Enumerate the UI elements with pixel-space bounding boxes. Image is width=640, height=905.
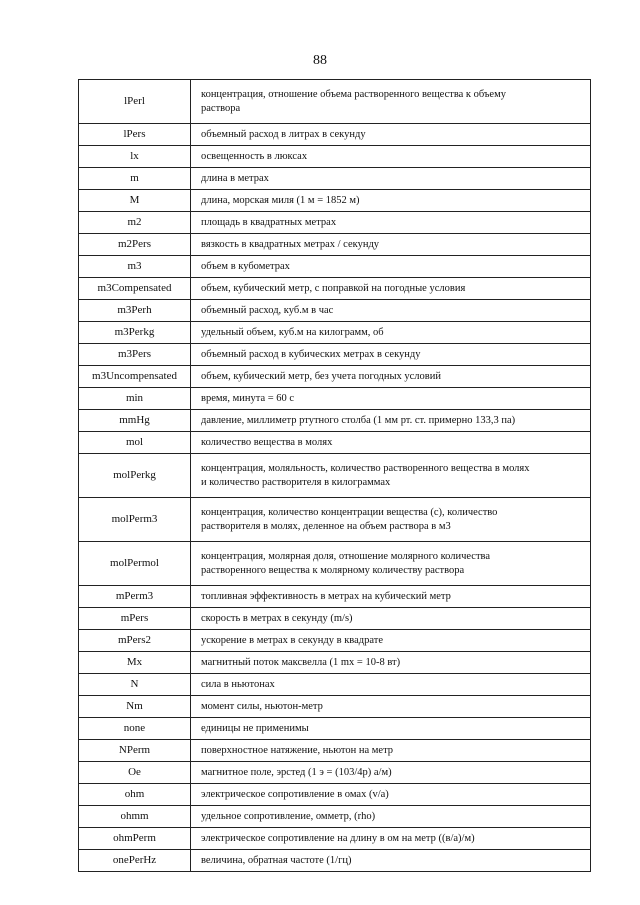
- unit-description-line: количество вещества в молях: [201, 436, 333, 448]
- unit-description-line: раствора: [201, 102, 241, 114]
- page-number: 88: [313, 53, 327, 68]
- unit-description-line: сила в ньютонах: [201, 678, 275, 690]
- table-row: [79, 322, 591, 344]
- unit-description-line: растворителя в молях, деленное на объем раствора в м3: [201, 520, 451, 532]
- unit-code-cell: onePerHz: [79, 850, 191, 872]
- unit-description-line: величина, обратная частоте (1/гц): [201, 854, 352, 866]
- unit-description-line: длина в метрах: [201, 172, 269, 184]
- unit-description-cell: [191, 168, 591, 190]
- unit-description-cell: [191, 586, 591, 608]
- unit-description-line: вязкость в квадратных метрах / секунду: [201, 238, 380, 250]
- unit-description-line: удельное сопротивление, омметр, (rho): [201, 810, 376, 822]
- units-table-body: [79, 80, 591, 872]
- unit-code-cell: m3: [79, 256, 191, 278]
- unit-description-line: растворенного вещества к молярному количеству раствора: [201, 564, 465, 576]
- unit-description-cell: [191, 630, 591, 652]
- table-row: [79, 784, 591, 806]
- unit-description-cell: [191, 454, 591, 498]
- unit-description-line: освещенность в люксах: [201, 150, 308, 162]
- unit-description-line: удельный объем, куб.м на килограмм, об: [201, 326, 384, 338]
- unit-description-cell: [191, 344, 591, 366]
- table-row: [79, 674, 591, 696]
- table-row: [79, 124, 591, 146]
- unit-code-cell: mPers: [79, 608, 191, 630]
- unit-description-cell: [191, 850, 591, 872]
- table-row: [79, 212, 591, 234]
- unit-code-cell: mol: [79, 432, 191, 454]
- table-row: [79, 762, 591, 784]
- table-row: [79, 608, 591, 630]
- table-row: [79, 498, 591, 542]
- unit-code-cell: Nm: [79, 696, 191, 718]
- table-row: [79, 828, 591, 850]
- unit-description-cell: [191, 784, 591, 806]
- unit-description-cell: [191, 498, 591, 542]
- unit-code-cell: min: [79, 388, 191, 410]
- unit-description-line: давление, миллиметр ртутного столба (1 мм рт. ст. примерно 133,3 па): [201, 414, 516, 426]
- unit-description-line: объемный расход в кубических метрах в секунду: [201, 348, 421, 360]
- unit-code-cell: ohm: [79, 784, 191, 806]
- unit-description-line: ускорение в метрах в секунду в квадрате: [201, 634, 384, 646]
- unit-description-line: топливная эффективность в метрах на кубический метр: [201, 590, 451, 602]
- unit-description-line: время, минута = 60 с: [201, 392, 295, 404]
- unit-description-line: концентрация, количество концентрации вещества (с), количество: [201, 507, 498, 519]
- unit-code-cell: molPerm3: [79, 498, 191, 542]
- unit-code-cell: lPerl: [79, 80, 191, 124]
- unit-code-cell: mPers2: [79, 630, 191, 652]
- table-row: [79, 168, 591, 190]
- unit-description-line: объем, кубический метр, с поправкой на погодные условия: [201, 282, 466, 294]
- table-row: [79, 190, 591, 212]
- table-row: [79, 80, 591, 124]
- unit-description-cell: [191, 212, 591, 234]
- unit-description-line: единицы не применимы: [201, 722, 309, 734]
- unit-code-cell: N: [79, 674, 191, 696]
- table-row: [79, 542, 591, 586]
- unit-code-cell: Oe: [79, 762, 191, 784]
- table-row: [79, 696, 591, 718]
- unit-description-cell: [191, 234, 591, 256]
- table-row: [79, 278, 591, 300]
- unit-code-cell: m3Pers: [79, 344, 191, 366]
- unit-code-cell: NPerm: [79, 740, 191, 762]
- unit-code-cell: mPerm3: [79, 586, 191, 608]
- unit-description-cell: [191, 388, 591, 410]
- unit-description-cell: [191, 410, 591, 432]
- unit-description-line: поверхностное натяжение, ньютон на метр: [201, 744, 394, 756]
- unit-description-line: концентрация, моляльность, количество растворенного вещества в молях: [201, 463, 530, 475]
- unit-description-cell: [191, 190, 591, 212]
- table-row: [79, 718, 591, 740]
- unit-description-cell: [191, 322, 591, 344]
- unit-description-line: объемный расход в литрах в секунду: [201, 128, 366, 140]
- unit-description-cell: [191, 652, 591, 674]
- unit-code-cell: none: [79, 718, 191, 740]
- units-table: [78, 79, 591, 872]
- unit-description-cell: [191, 146, 591, 168]
- unit-description-cell: [191, 278, 591, 300]
- unit-code-cell: m3Uncompensated: [79, 366, 191, 388]
- unit-description-cell: [191, 432, 591, 454]
- table-row: [79, 146, 591, 168]
- unit-description-line: концентрация, молярная доля, отношение молярного количества: [201, 551, 491, 563]
- table-row: [79, 344, 591, 366]
- table-row: [79, 630, 591, 652]
- unit-description-cell: [191, 674, 591, 696]
- unit-description-cell: [191, 366, 591, 388]
- unit-description-line: объем в кубометрах: [201, 260, 290, 272]
- unit-description-cell: [191, 300, 591, 322]
- unit-description-cell: [191, 124, 591, 146]
- unit-description-line: и количество растворителя в килограммах: [201, 476, 391, 488]
- table-row: [79, 234, 591, 256]
- table-row: [79, 454, 591, 498]
- unit-description-line: момент силы, ньютон-метр: [201, 700, 323, 712]
- table-row: [79, 740, 591, 762]
- unit-code-cell: Mx: [79, 652, 191, 674]
- unit-description-cell: [191, 718, 591, 740]
- table-row: [79, 388, 591, 410]
- table-row: [79, 652, 591, 674]
- unit-code-cell: molPerkg: [79, 454, 191, 498]
- unit-code-cell: m3Perh: [79, 300, 191, 322]
- unit-description-line: магнитный поток максвелла (1 mx = 10-8 вт): [201, 656, 401, 668]
- unit-code-cell: mmHg: [79, 410, 191, 432]
- unit-description-line: площадь в квадратных метрах: [201, 216, 337, 228]
- table-row: [79, 432, 591, 454]
- unit-code-cell: m3Compensated: [79, 278, 191, 300]
- unit-code-cell: m2Pers: [79, 234, 191, 256]
- unit-description-line: магнитное поле, эрстед (1 э = (103/4р) а/м): [201, 766, 392, 778]
- unit-description-line: концентрация, отношение объема растворенного вещества к объему: [201, 89, 506, 101]
- unit-description-line: объем, кубический метр, без учета погодных условий: [201, 370, 441, 382]
- unit-description-line: электрическое сопротивление на длину в ом на метр ((в/а)/м): [201, 832, 475, 844]
- unit-code-cell: m2: [79, 212, 191, 234]
- unit-code-cell: ohmm: [79, 806, 191, 828]
- unit-code-cell: M: [79, 190, 191, 212]
- unit-description-cell: [191, 696, 591, 718]
- unit-description-line: объемный расход, куб.м в час: [201, 304, 334, 316]
- table-row: [79, 410, 591, 432]
- unit-description-cell: [191, 80, 591, 124]
- unit-description-cell: [191, 806, 591, 828]
- unit-code-cell: m3Perkg: [79, 322, 191, 344]
- unit-code-cell: ohmPerm: [79, 828, 191, 850]
- table-row: [79, 586, 591, 608]
- unit-description-cell: [191, 740, 591, 762]
- unit-description-cell: [191, 762, 591, 784]
- unit-description-cell: [191, 828, 591, 850]
- table-row: [79, 300, 591, 322]
- unit-description-cell: [191, 542, 591, 586]
- unit-code-cell: molPermol: [79, 542, 191, 586]
- unit-code-cell: lPers: [79, 124, 191, 146]
- table-row: [79, 256, 591, 278]
- table-row: [79, 366, 591, 388]
- unit-description-cell: [191, 256, 591, 278]
- unit-description-line: электрическое сопротивление в омах (v/a): [201, 788, 389, 800]
- unit-code-cell: lx: [79, 146, 191, 168]
- table-row: [79, 806, 591, 828]
- table-row: [79, 850, 591, 872]
- unit-description-line: скорость в метрах в секунду (m/s): [201, 612, 353, 624]
- unit-description-line: длина, морская миля (1 м = 1852 м): [201, 194, 360, 206]
- unit-code-cell: m: [79, 168, 191, 190]
- unit-description-cell: [191, 608, 591, 630]
